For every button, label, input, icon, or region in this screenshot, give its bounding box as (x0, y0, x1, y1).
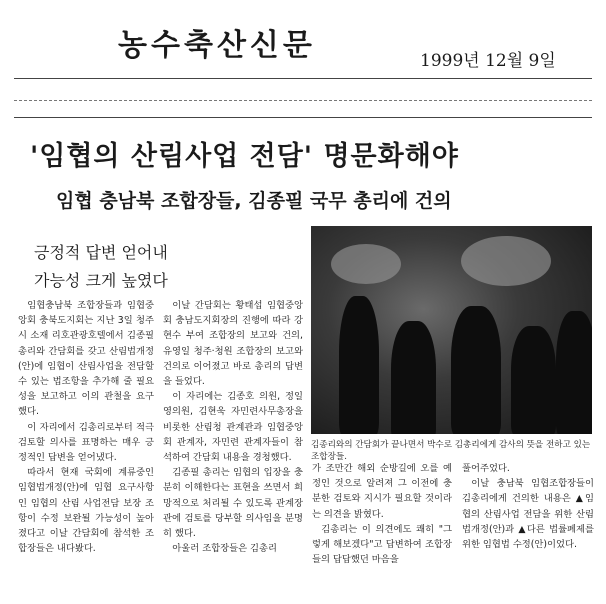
article-column-3 (312, 461, 452, 567)
paragraph: 이날 충남북 임협조합장들이 김총리에게 건의한 내용은 ▲임협의 산림사업 전담을 위한 산림법개정(안)과 ▲다른 법률폐제를 위한 임협법 수정(안)이었다. (462, 478, 594, 551)
lead-line-2: 가능성 크게 높였다 (34, 271, 168, 290)
paragraph: 김종필 총리는 임협의 입장을 충분히 이해한다는 표현을 쓰면서 희망적으로 처리될 수 있도록 관계장관에 검토를 당부할 의사임을 분명히 했다. (163, 467, 303, 540)
paragraph: 김총리는 이 의견에도 쾌히 "그렇게 해보겠다"고 답변하여 조합장들의 답답했던 마음을 (312, 523, 452, 566)
header-dotted-rule (14, 100, 592, 101)
article-column-1 (18, 298, 154, 556)
paragraph: 가 조만간 해외 순방길에 오를 예정인 것으로 알려져 그 이전에 충분한 검토와 지시가 필요할 것이라는 의견을 밝혔다. (312, 463, 452, 520)
article-column-2 (163, 298, 303, 556)
article-column-4 (462, 461, 594, 552)
article-headline: '임협의 산림사업 전담' 명문화해야 (30, 141, 459, 172)
paragraph: 이 자리에서 김총리로부터 적극 검토할 의사를 표명하는 매우 긍정적인 답변을 얻어냈다. (18, 421, 154, 464)
lead-line-1: 긍정적 답변 얻어내 (34, 243, 168, 262)
paragraph: 풀어주었다. (462, 463, 510, 474)
paragraph: 임협충남북 조합장들과 임협중앙회 충북도지회는 지난 3일 청주시 소재 리호관광호텔에서 김종필총리와 간담회를 갖고 산림법개정(안)에 임협이 산림사업을 전담할 수 있는 법조항을 추가해 줄 필요성을 보고하고 이의 관철을 요구했다. (18, 300, 154, 418)
paragraph: 따라서 현재 국회에 계류중인 임협법개정(안)에 임협 요구사항인 임협의 산림 사업전담 보장 조항이 수정 보완될 가능성이 높아졌다고 이날 간담회에 참석한 조합장들은 내다봤다. (18, 467, 154, 555)
paragraph: 이날 간담회는 황태섭 임협중앙회 충남도지회장의 진행에 따라 강현수 부여 조합장의 보고와 건의, 유영일 청주·청원 조합장의 보고와 건의로 이어졌고 바로 총리의 답변을 들었다. (163, 300, 303, 388)
header-rule (14, 78, 592, 79)
photo-caption: 김종리와의 간담회가 끝나면서 박수로 김총리에게 감사의 뜻을 전하고 있는 조합장들. (311, 440, 591, 462)
article-photo (311, 226, 592, 434)
article-top-rule (14, 117, 592, 118)
newspaper-masthead: 농수축산신문 (118, 28, 316, 63)
paragraph: 아울러 조합장들은 김총리 (172, 543, 277, 555)
article-subheadline: 임협 충남북 조합장들, 김종필 국무 총리에 건의 (56, 190, 452, 212)
publication-date: 1999년 12월 9일 (420, 51, 556, 71)
paragraph: 이 자리에는 김종호 의원, 정일영의원, 김현욱 자민련사무총장을 비롯한 산림청 관계관과 임협중앙회 관계자, 자민련 관계자들이 참석하여 간담회 내용을 경청했다. (163, 391, 303, 464)
